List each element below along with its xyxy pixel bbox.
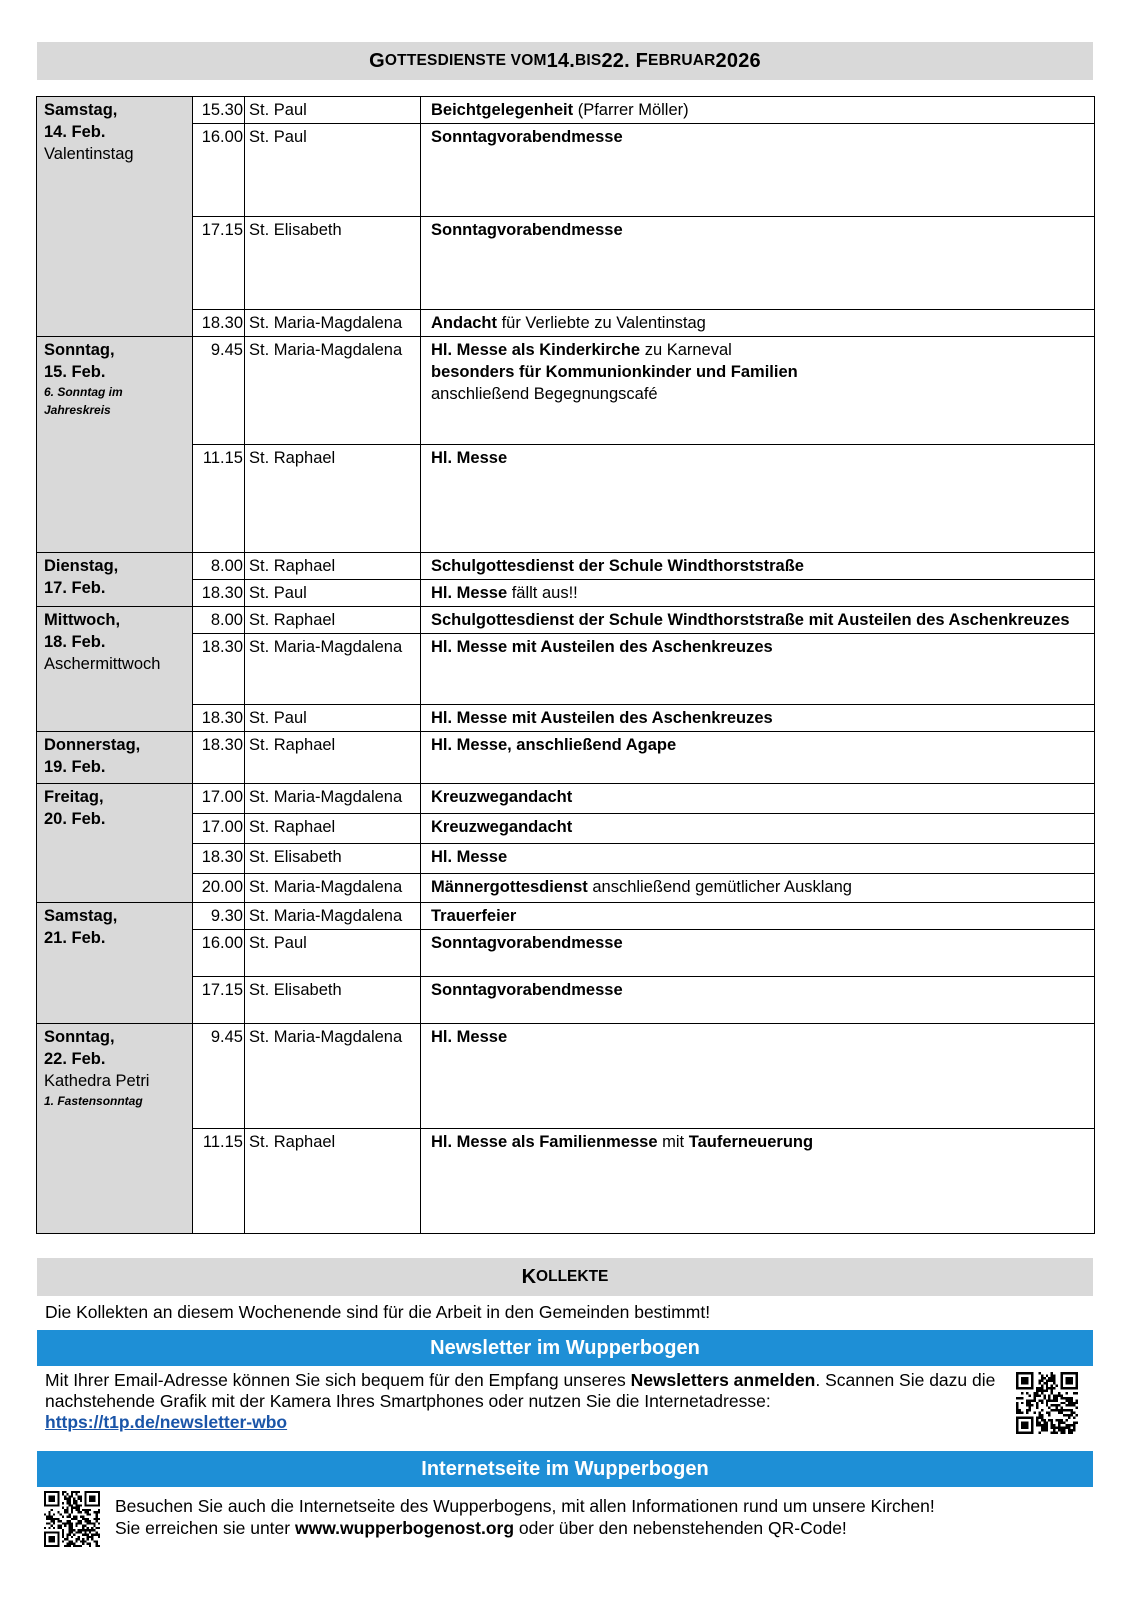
description-line bbox=[431, 582, 1089, 604]
website-text-part: Sie erreichen sie unter bbox=[115, 1518, 295, 1538]
description-line bbox=[431, 219, 1089, 241]
description-line bbox=[431, 555, 1089, 577]
newsletter-text-bold: Newsletters anmelden bbox=[630, 1370, 816, 1390]
service-row bbox=[37, 903, 1095, 930]
service-description bbox=[421, 217, 1095, 310]
service-description bbox=[421, 337, 1095, 445]
description-text: anschließend gemütlicher Ausklang bbox=[587, 878, 852, 896]
day-cell bbox=[37, 903, 193, 1024]
website-text-line bbox=[115, 1517, 1075, 1539]
service-location: St. Paul bbox=[245, 580, 421, 607]
day-date: 18. Feb. bbox=[44, 633, 106, 651]
day-name: Donnerstag, bbox=[44, 736, 141, 754]
description-bold: Hl. Messe bbox=[431, 1028, 508, 1046]
website-qr-code-icon[interactable] bbox=[44, 1491, 100, 1547]
page-title bbox=[37, 42, 1093, 80]
description-line bbox=[431, 312, 1089, 334]
description-line bbox=[431, 876, 1089, 898]
service-row bbox=[37, 124, 1095, 217]
service-location: St. Paul bbox=[245, 705, 421, 732]
description-bold: Beichtgelegenheit bbox=[431, 101, 574, 119]
service-description bbox=[421, 124, 1095, 217]
service-description bbox=[421, 1129, 1095, 1234]
service-row bbox=[37, 844, 1095, 874]
service-description bbox=[421, 1024, 1095, 1129]
description-text: (Pfarrer Möller) bbox=[573, 101, 689, 119]
description-bold: Kreuzwegandacht bbox=[431, 818, 573, 836]
service-time: 17.15 bbox=[193, 977, 245, 1024]
description-line bbox=[431, 339, 1089, 361]
day-name: Samstag, bbox=[44, 101, 118, 119]
service-location: St. Maria-Magdalena bbox=[245, 874, 421, 903]
day-date: 14. Feb. bbox=[44, 123, 106, 141]
service-time: 17.15 bbox=[193, 217, 245, 310]
service-location: St. Elisabeth bbox=[245, 217, 421, 310]
service-description bbox=[421, 903, 1095, 930]
day-subnote: 6. Sonntag im Jahreskreis bbox=[44, 385, 123, 417]
description-bold: Sonntagvorabendmesse bbox=[431, 128, 623, 146]
service-time: 18.30 bbox=[193, 634, 245, 705]
service-location: St. Paul bbox=[245, 124, 421, 217]
description-bold: Männergottesdienst bbox=[431, 878, 588, 896]
service-location: St. Paul bbox=[245, 97, 421, 124]
website-text-line: Besuchen Sie auch die Internetseite des Wupperbogens, mit allen Informationen rund um unsere Kirchen! bbox=[115, 1496, 935, 1516]
day-name: Mittwoch, bbox=[44, 611, 121, 629]
service-location: St. Maria-Magdalena bbox=[245, 634, 421, 705]
service-location: St. Raphael bbox=[245, 814, 421, 844]
day-date: 20. Feb. bbox=[44, 810, 106, 828]
description-bold: Hl. Messe bbox=[431, 584, 508, 602]
service-row bbox=[37, 1129, 1095, 1234]
day-cell bbox=[37, 97, 193, 337]
description-text: anschließend Begegnungscafé bbox=[431, 385, 658, 403]
day-date: 19. Feb. bbox=[44, 758, 106, 776]
service-location: St. Elisabeth bbox=[245, 977, 421, 1024]
service-time: 16.00 bbox=[193, 124, 245, 217]
service-row bbox=[37, 930, 1095, 977]
service-row bbox=[37, 814, 1095, 844]
description-line bbox=[431, 979, 1089, 1001]
kollekte-heading bbox=[37, 1258, 1093, 1296]
service-time: 11.15 bbox=[193, 445, 245, 553]
service-time: 8.00 bbox=[193, 607, 245, 634]
service-description bbox=[421, 977, 1095, 1024]
description-text: fällt aus!! bbox=[507, 584, 578, 602]
description-line bbox=[431, 447, 1089, 469]
description-bold: Hl. Messe als Kinderkirche bbox=[431, 341, 641, 359]
service-description bbox=[421, 607, 1095, 634]
description-text: für Verliebte zu Valentinstag bbox=[497, 314, 706, 332]
newsletter-text bbox=[45, 1370, 1005, 1433]
service-row bbox=[37, 874, 1095, 903]
day-note: Valentinstag bbox=[44, 145, 134, 163]
website-url[interactable]: www.wupperbogenost.org bbox=[294, 1518, 515, 1538]
service-row bbox=[37, 732, 1095, 784]
service-location: St. Maria-Magdalena bbox=[245, 903, 421, 930]
service-location: St. Raphael bbox=[245, 553, 421, 580]
service-time: 15.30 bbox=[193, 97, 245, 124]
service-time: 18.30 bbox=[193, 310, 245, 337]
description-line bbox=[431, 636, 1089, 658]
description-bold: Sonntagvorabendmesse bbox=[431, 221, 623, 239]
description-line bbox=[431, 361, 1089, 383]
description-line bbox=[431, 816, 1089, 838]
service-location: St. Elisabeth bbox=[245, 844, 421, 874]
service-time: 17.00 bbox=[193, 784, 245, 814]
service-location: St. Maria-Magdalena bbox=[245, 784, 421, 814]
description-line bbox=[431, 846, 1089, 868]
description-bold: Tauferneuerung bbox=[688, 1133, 814, 1151]
newsletter-text-part: . Scannen Sie dazu die nachstehende Grafik mit der Kamera Ihres Smartphones oder nutzen Sie die Internetadresse: bbox=[45, 1370, 996, 1411]
kollekte-title-part: K bbox=[521, 1265, 537, 1288]
service-row bbox=[37, 97, 1095, 124]
description-bold: besonders für Kommunionkinder und Familien bbox=[431, 363, 798, 381]
service-description bbox=[421, 814, 1095, 844]
service-location: St. Raphael bbox=[245, 732, 421, 784]
day-note: Kathedra Petri bbox=[44, 1072, 150, 1090]
service-description bbox=[421, 784, 1095, 814]
newsletter-link[interactable]: https://t1p.de/newsletter-wbo bbox=[45, 1412, 288, 1432]
title-part: OTTESDIENSTE VOM bbox=[384, 52, 547, 69]
day-date: 22. Feb. bbox=[44, 1050, 106, 1068]
service-row bbox=[37, 784, 1095, 814]
day-cell bbox=[37, 732, 193, 784]
description-bold: Hl. Messe mit Austeilen des Aschenkreuzes bbox=[431, 638, 773, 656]
title-part: 22. F bbox=[601, 49, 649, 72]
description-bold: Hl. Messe bbox=[431, 848, 508, 866]
kollekte-text: Die Kollekten an diesem Wochenende sind für die Arbeit in den Gemeinden bestimmt! bbox=[45, 1302, 711, 1322]
description-bold: Trauerfeier bbox=[431, 907, 517, 925]
service-location: St. Maria-Magdalena bbox=[245, 310, 421, 337]
service-description bbox=[421, 97, 1095, 124]
description-bold: Schulgottesdienst der Schule Windthorststraße mit Austeilen des Aschenkreuzes bbox=[431, 611, 1070, 629]
service-location: St. Maria-Magdalena bbox=[245, 1024, 421, 1129]
website-text-part: oder über den nebenstehenden QR-Code! bbox=[514, 1518, 847, 1538]
service-time: 17.00 bbox=[193, 814, 245, 844]
service-row bbox=[37, 337, 1095, 445]
service-location: St. Raphael bbox=[245, 1129, 421, 1234]
service-schedule-table bbox=[36, 96, 1095, 1234]
newsletter-qr-code-icon[interactable] bbox=[1016, 1372, 1078, 1434]
service-row bbox=[37, 445, 1095, 553]
day-cell bbox=[37, 1024, 193, 1234]
newsletter-text-part: Mit Ihrer Email-Adresse können Sie sich bequem für den Empfang unseres bbox=[45, 1370, 631, 1390]
description-bold: Sonntagvorabendmesse bbox=[431, 981, 623, 999]
service-time: 18.30 bbox=[193, 732, 245, 784]
service-time: 18.30 bbox=[193, 705, 245, 732]
service-description bbox=[421, 310, 1095, 337]
description-line bbox=[431, 1131, 1089, 1153]
service-description bbox=[421, 445, 1095, 553]
description-bold: Hl. Messe als Familienmesse bbox=[431, 1133, 658, 1151]
day-name: Samstag, bbox=[44, 907, 118, 925]
day-cell bbox=[37, 607, 193, 732]
service-time: 18.30 bbox=[193, 844, 245, 874]
website-heading: Internetseite im Wupperbogen bbox=[37, 1451, 1093, 1487]
service-description bbox=[421, 930, 1095, 977]
service-time: 9.45 bbox=[193, 1024, 245, 1129]
service-location: St. Maria-Magdalena bbox=[245, 337, 421, 445]
service-time: 11.15 bbox=[193, 1129, 245, 1234]
description-bold: Hl. Messe, anschließend Agape bbox=[431, 736, 677, 754]
description-bold: Hl. Messe bbox=[431, 449, 508, 467]
day-cell bbox=[37, 784, 193, 903]
description-bold: Schulgottesdienst der Schule Windthorststraße bbox=[431, 557, 804, 575]
service-row bbox=[37, 310, 1095, 337]
day-subnote: 1. Fastensonntag bbox=[44, 1094, 143, 1108]
service-description bbox=[421, 634, 1095, 705]
day-name: Dienstag, bbox=[44, 557, 119, 575]
description-line bbox=[431, 932, 1089, 954]
description-line bbox=[431, 99, 1089, 121]
day-date: 21. Feb. bbox=[44, 929, 106, 947]
description-line bbox=[431, 905, 1089, 927]
description-bold: Sonntagvorabendmesse bbox=[431, 934, 623, 952]
title-part: EBRUAR bbox=[648, 52, 716, 69]
description-line bbox=[431, 383, 1089, 405]
service-row bbox=[37, 634, 1095, 705]
service-time: 20.00 bbox=[193, 874, 245, 903]
description-bold: Andacht bbox=[431, 314, 497, 332]
service-time: 9.30 bbox=[193, 903, 245, 930]
kollekte-title-part: OLLEKTE bbox=[536, 1268, 609, 1285]
day-note: Aschermittwoch bbox=[44, 655, 161, 673]
day-name: Sonntag, bbox=[44, 1028, 115, 1046]
service-location: St. Raphael bbox=[245, 607, 421, 634]
title-part: G bbox=[369, 49, 385, 72]
description-line bbox=[431, 786, 1089, 808]
description-line bbox=[431, 734, 1089, 756]
service-description bbox=[421, 874, 1095, 903]
service-time: 9.45 bbox=[193, 337, 245, 445]
newsletter-heading: Newsletter im Wupperbogen bbox=[37, 1330, 1093, 1366]
service-row bbox=[37, 580, 1095, 607]
day-cell bbox=[37, 337, 193, 553]
service-row bbox=[37, 1024, 1095, 1129]
day-cell bbox=[37, 553, 193, 607]
website-text bbox=[115, 1495, 1075, 1539]
service-description bbox=[421, 553, 1095, 580]
service-time: 16.00 bbox=[193, 930, 245, 977]
day-date: 17. Feb. bbox=[44, 579, 106, 597]
description-text: mit bbox=[657, 1133, 689, 1151]
day-name: Sonntag, bbox=[44, 341, 115, 359]
title-part: 14. bbox=[546, 49, 575, 72]
service-row bbox=[37, 553, 1095, 580]
service-description bbox=[421, 732, 1095, 784]
title-part: 2026 bbox=[715, 49, 761, 72]
service-row bbox=[37, 607, 1095, 634]
service-location: St. Raphael bbox=[245, 445, 421, 553]
day-date: 15. Feb. bbox=[44, 363, 106, 381]
service-row bbox=[37, 705, 1095, 732]
service-time: 8.00 bbox=[193, 553, 245, 580]
title-part: BIS bbox=[575, 52, 602, 69]
description-bold: Kreuzwegandacht bbox=[431, 788, 573, 806]
description-text: zu Karneval bbox=[640, 341, 732, 359]
day-name: Freitag, bbox=[44, 788, 104, 806]
service-row bbox=[37, 217, 1095, 310]
service-description bbox=[421, 705, 1095, 732]
description-line bbox=[431, 126, 1089, 148]
service-row bbox=[37, 977, 1095, 1024]
service-description bbox=[421, 580, 1095, 607]
description-line bbox=[431, 609, 1089, 631]
service-location: St. Paul bbox=[245, 930, 421, 977]
service-description bbox=[421, 844, 1095, 874]
description-line bbox=[431, 1026, 1089, 1048]
service-time: 18.30 bbox=[193, 580, 245, 607]
description-line bbox=[431, 707, 1089, 729]
description-bold: Hl. Messe mit Austeilen des Aschenkreuzes bbox=[431, 709, 773, 727]
